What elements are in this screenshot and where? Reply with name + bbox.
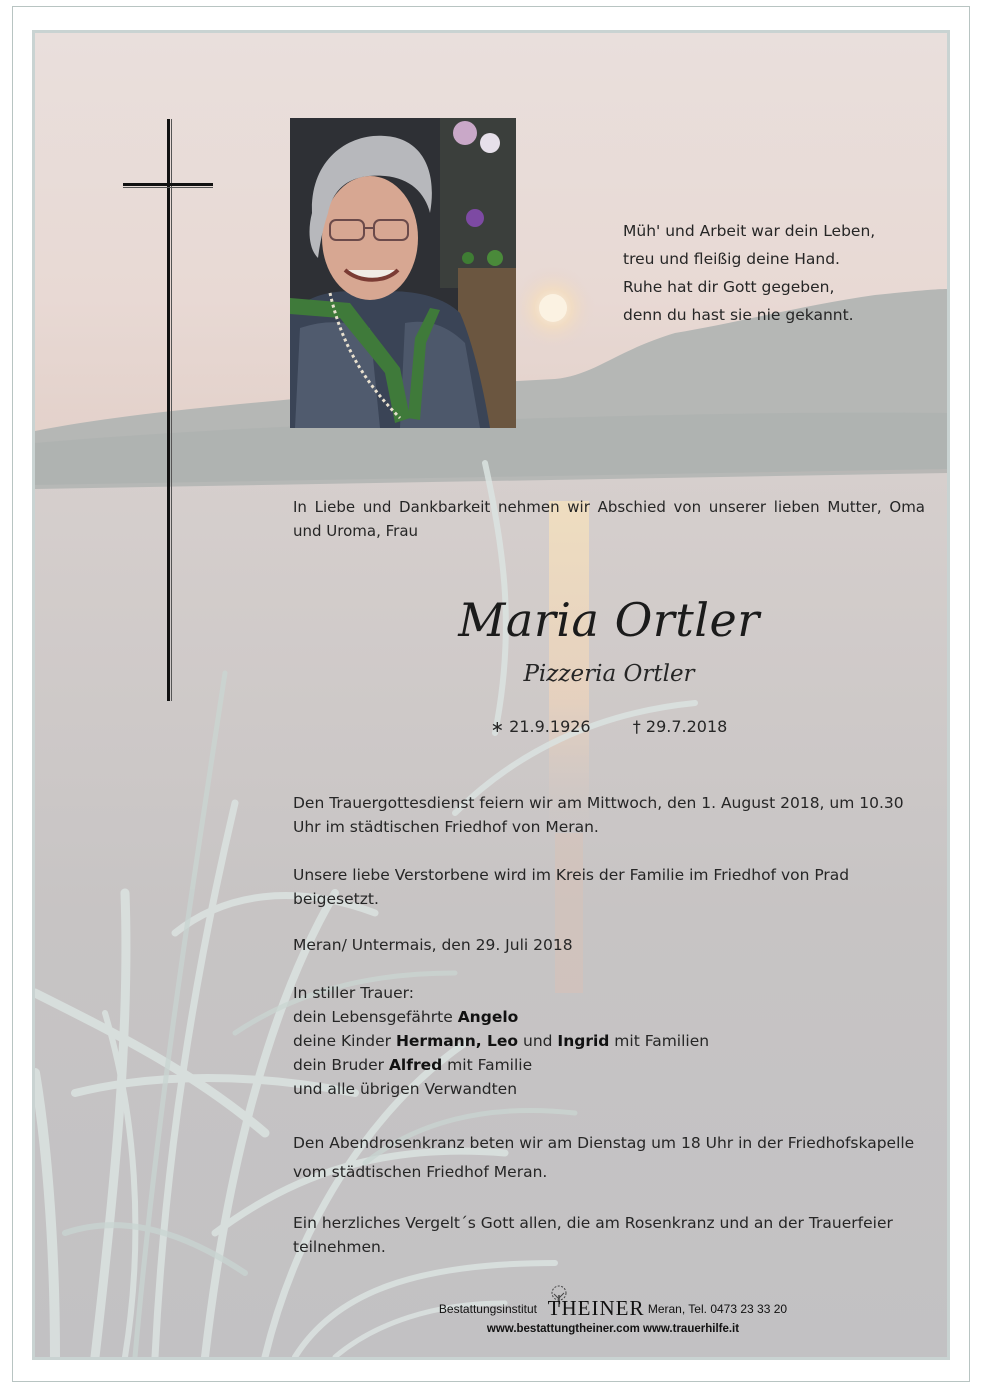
mourner-name: Angelo [457, 1008, 519, 1026]
footer-websites: www.bestattungtheiner.com www.trauerhilfe.it [486, 1323, 740, 1335]
mourner-line: dein Lebensgefährte Angelo [293, 1008, 519, 1026]
death-date: 29.7.2018 [645, 717, 728, 736]
poem-line: Ruhe hat dir Gott gegeben, [623, 278, 835, 296]
notice-card [32, 30, 950, 1360]
funeral-service-text: Den Trauergottesdienst feiern wir am Mittwoch, den 1. August 2018, um 10.30 Uhr im städtischen Friedhof von Meran. [293, 794, 904, 836]
funeral-home-brand: THEINER [547, 1296, 645, 1320]
memorial-cross-arm [123, 183, 213, 186]
mourners-list [293, 981, 933, 1101]
poem-line: denn du hast sie nie gekannt. [623, 306, 854, 324]
intro-text: In Liebe und Dankbarkeit nehmen wir Abschied von unserer lieben Mutter, Oma und Uroma, Frau [293, 498, 925, 540]
deceased-subtitle: Pizzeria Ortler [523, 661, 695, 687]
mourner-name: Alfred [388, 1056, 443, 1074]
deceased-name: Maria Ortler [458, 593, 760, 647]
portrait-photo [290, 118, 516, 428]
memorial-poem [623, 217, 875, 329]
birth-date: 21.9.1926 [509, 717, 591, 736]
mourner-line: dein Bruder Alfred mit Familie [293, 1056, 533, 1074]
poem-line: treu und fleißig deine Hand. [623, 250, 840, 268]
mourner-name: Ingrid [557, 1032, 610, 1050]
mourner-line: und alle übrigen Verwandten [293, 1080, 518, 1098]
thanks-text: Ein herzliches Vergelt´s Gott allen, die am Rosenkranz und an der Trauerfeier teilnehmen. [293, 1214, 893, 1256]
mourner-name: Hermann, Leo [395, 1032, 519, 1050]
birth-star-icon: ∗ [490, 717, 505, 736]
memorial-cross-icon [167, 119, 170, 701]
death-cross-icon: † [632, 717, 641, 736]
funeral-home-footer [293, 1285, 933, 1335]
place-date: Meran/ Untermais, den 29. Juli 2018 [293, 936, 573, 954]
life-dates [293, 717, 925, 736]
memorial-cross-arm-shadow [123, 187, 213, 188]
mourners-heading: In stiller Trauer: [293, 984, 414, 1002]
footer-prefix: Bestattungsinstitut [438, 1302, 537, 1316]
burial-text: Unsere liebe Verstorbene wird im Kreis der Familie im Friedhof von Prad beigesetzt. [293, 866, 850, 908]
poem-line: Müh' und Arbeit war dein Leben, [623, 222, 876, 240]
memorial-cross-shadow [171, 119, 172, 701]
mourner-line: deine Kinder Hermann, Leo und Ingrid mit Familien [293, 1032, 710, 1050]
rosary-text: Den Abendrosenkranz beten wir am Dienstag um 18 Uhr in der Friedhofskapelle vom städtischen Friedhof Meran. [293, 1134, 915, 1181]
footer-contact: Meran, Tel. 0473 23 33 20 [647, 1302, 788, 1316]
